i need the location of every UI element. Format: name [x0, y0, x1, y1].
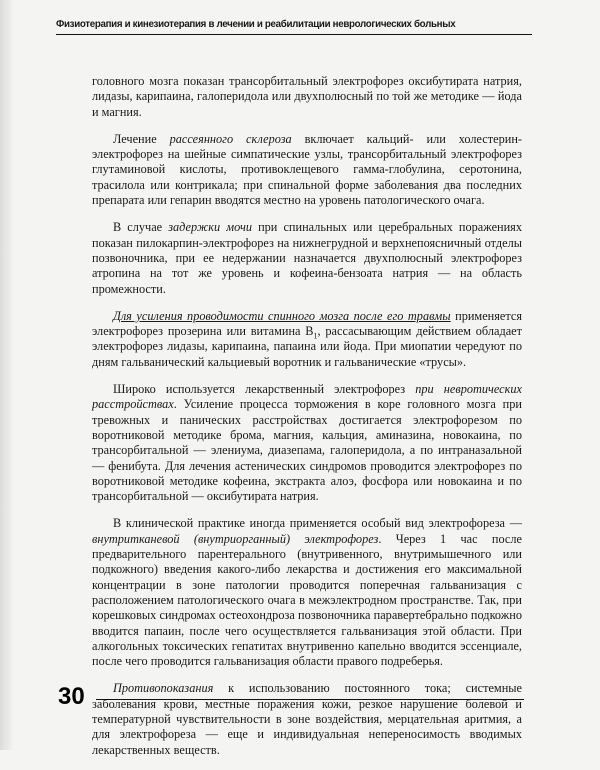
- term-urinary-retention: задержки мочи: [168, 220, 252, 235]
- page-body: [92, 74, 522, 770]
- paragraph-spinal-conduction: [92, 309, 522, 370]
- term-contraindications: Противопоказания: [113, 681, 214, 696]
- paragraph-3-rest: при спинальных или церебральных поражениях показан пилокарпин-электрофорез на нижнегрудной и верхнепоясничный отделы позвоночника, при ее недержании назначается двухполюсный электрофорез атропина на тот же уровень и кофеина-бензоата натрия — на область промежности.: [92, 220, 522, 296]
- paragraph-3-lead: В случае: [113, 220, 169, 235]
- term-multiple-sclerosis: рассеянного склероза: [169, 131, 292, 146]
- paragraph-5-rest: . Усиление процесса торможения в коре головного мозга при тревожных и панических расстройствах достигается электрофорезом по воротниковой методике брома, магния, кальция, аминазина, новокаина, по трансорбитальной — элениума, диазепама, галоперидола, а по интраназальной — фенибута. Для лечения астенических синдромов проводится электрофорез по воротниковой методике кофеина, экстракта алоэ, фосфора или новокаина и по трансорбитальной — оксибутирата натрия.: [92, 397, 522, 504]
- paragraph-2-rest: включает кальций- или холестерин-электрофорез на шейные симпатические узлы, трансорбитальный электрофорез глутаминовой кислоты, противоклещевого гамма-глобулина, серотонина, трасилола или контрикала; при спинальной форме заболевания два последних препарата или гепарин вводятся местно на уровень патологического очага.: [92, 131, 522, 208]
- vitamin-subscript: 1: [313, 331, 318, 341]
- paragraph-6-lead: В клинической практике иногда применяется особый вид электрофореза —: [113, 516, 522, 531]
- paragraph-2-lead: Лечение: [113, 131, 170, 146]
- running-header: [56, 19, 532, 35]
- page-number: 30: [58, 683, 85, 710]
- paragraph-7-rest: к использованию постоянного тока; системные заболевания крови, местные поражения кожи, резкое нарушение болевой и температурной чувствительности в зоне воздействия, мерцательная аритмия, а для электрофореза — еще и индивидуальная непереносимость вводимых лекарственных веществ.: [92, 681, 522, 757]
- paragraph-5-lead: Широко используется лекарственный электрофорез: [113, 382, 416, 397]
- term-spinal-conduction: Для усиления проводимости спинного мозга после его травмы: [113, 308, 451, 323]
- paragraph-4-rest-b: , рассасывающим действием обладает электрофорез лидазы, карипаина, папаина или йода. При миопатии чередуют по дням гальванический кальциевый воротник и гальванические «трусы».: [92, 324, 522, 369]
- paragraph-neurotic-disorders: [92, 382, 522, 504]
- paragraph-6-rest: . Через 1 час после предварительного парентерального (внутривенного, внутримышечного или подкожного) введения какого-либо лекарства и достижения его максимальной концентрации в зоне патологии проводится поперечная гальванизация с расположением патологического очага в межэлектродном пространстве. Так, при корешковых синдромах остеохондроза позвоночника паравертебрально подкожно вводится папаин, после чего осуществляется гальванизация этой области. При алкогольных токсических гепатитах внутривенно капельно вводится эссенциале, после чего проводится гальванизация области правого подреберья.: [92, 531, 522, 669]
- paragraph-interstitial-electrophoresis: [92, 516, 522, 669]
- paragraph-urinary-retention: [92, 220, 522, 296]
- term-interstitial-electrophoresis: внутритканевой (внутриорганный) электрофорез: [92, 531, 379, 546]
- term-neurotic-disorders: при невротических расстройствах: [92, 382, 522, 412]
- paragraph-4-rest-a: применяется электрофорез прозерина или витамина B: [92, 308, 522, 339]
- page-gutter-shadow: [0, 0, 14, 750]
- paragraph-1: [92, 74, 522, 120]
- running-header-title: Физиотерапия и кинезиотерапия в лечении и реабилитации неврологических больных: [56, 19, 456, 30]
- paragraph-1-text: головного мозга показан трансорбитальный электрофорез оксибутирата натрия, лидазы, карипаина, галоперидола или двухполюсный по той же методике — йода и магния.: [92, 74, 522, 119]
- paragraph-multiple-sclerosis: [92, 132, 522, 208]
- page-footer: [58, 683, 524, 713]
- footer-rule: [96, 699, 524, 700]
